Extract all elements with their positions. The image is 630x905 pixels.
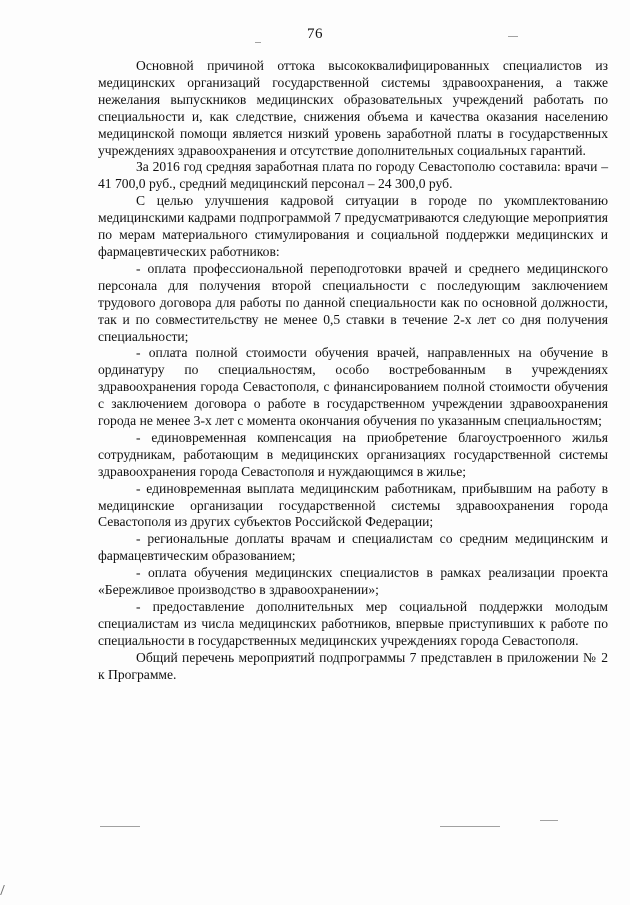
list-item-young-specialists: - предоставление дополнительных мер социальной поддержки молодым специалистам из числа медицинских работников, впервые приступивших к работе по специальности в государственных медицинских учреждениях города Севастополя. (98, 599, 608, 648)
paragraph-reasons: Основной причиной оттока высококвалифицированных специалистов из медицинских организаций государственной системы здравоохранения, а также нежелания выпускников медицинских образовательных учреждений работать по специальности и, как следствие, снижения объема и качества оказания населению медицинской помощи является низкий уровень заработной платы в государственных учреждениях здравоохранения и отсутствие дополнительных социальных гарантий. (98, 58, 608, 158)
paragraph-appendix-reference: Общий перечень мероприятий подпрограммы 7 представлен в приложении № 2 к Программе. (98, 649, 608, 682)
list-item-residency: - оплата полной стоимости обучения врачей, направленных на обучение в ординатуру по специальностям, особо востребованным в учреждениях здравоохранения города Севастополя, с финансированием полной стоимости обучения с заключением договора о работе в государственном учреждении здравоохранения города не менее 3-х лет с момента окончания обучения по указанным специальностям; (98, 345, 608, 429)
paragraph-salary: За 2016 год средняя заработная плата по городу Севастополю составила: врачи – 41 700,0 руб., средний медицинский персонал – 24 300,0 руб. (98, 159, 608, 192)
scan-artifact (100, 826, 140, 827)
scan-artifact (255, 42, 261, 43)
list-item-regional-allowance: - региональные доплаты врачам и специалистам со средним медицинским и фармацевтическим образованием; (98, 531, 608, 564)
scan-artifact (540, 820, 558, 821)
list-item-lean-training: - оплата обучения медицинских специалистов в рамках реализации проекта «Бережливое производство в здравоохранении»; (98, 565, 608, 598)
list-item-lump-sum: - единовременная выплата медицинским работникам, прибывшим на работу в медицинские организации государственной системы здравоохранения города Севастополя из других субъектов Российской Федерации; (98, 480, 608, 530)
scan-artifact (508, 36, 518, 37)
page-number: 76 (307, 26, 323, 42)
list-item-housing: - единовременная компенсация на приобретение благоустроенного жилья сотрудникам, работающим в медицинских организациях государственной системы здравоохранения города Севастополя и нуждающимся в жилье; (98, 429, 608, 479)
scan-artifact (0, 885, 11, 895)
list-item-retraining: - оплата профессиональной переподготовки врачей и среднего медицинского персонала для получения второй специальности с последующим заключением трудового договора для работы по данной специальности как по основной должности, так и по совместительству не менее 0,5 ставки в течение 2-х лет со дня получения специальности; (98, 260, 608, 344)
scan-artifact (440, 826, 500, 827)
paragraph-measures-intro: С целью улучшения кадровой ситуации в городе по укомплектованию медицинскими кадрами подпрограммой 7 предусматриваются следующие мероприятия по мерам материального стимулирования и социальной поддержки медицинских и фармацевтических работников: (98, 193, 608, 259)
document-body (98, 58, 608, 684)
